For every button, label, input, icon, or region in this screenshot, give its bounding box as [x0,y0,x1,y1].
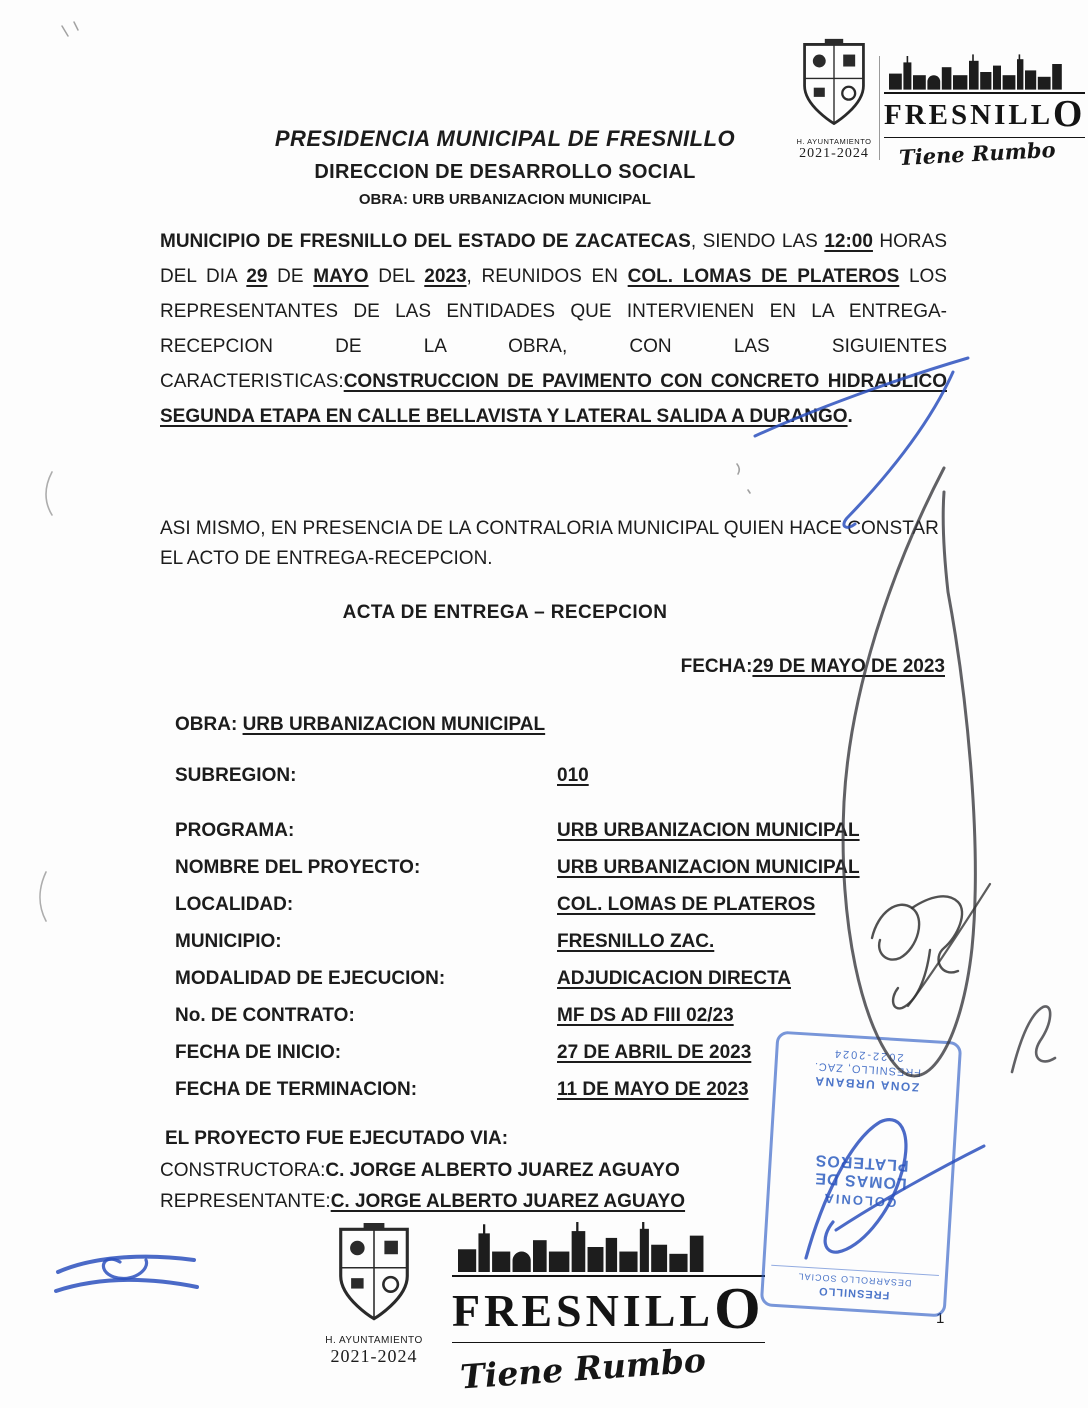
witness-paragraph: ASI MISMO, EN PRESENCIA DE LA CONTRALORIA MUNICIPAL QUIEN HACE CONSTAR EL ACTO DE ENTREGA-RECEPCION. [160,518,939,569]
intro-paragraph [160,224,947,434]
stamp-header [770,1265,939,1304]
field-row [175,1005,955,1027]
stamp-years: 2022-2024 [832,1047,904,1064]
intro-seg: 12:00 [824,231,873,252]
field-label: FECHA DE TERMINACION: [175,1079,418,1100]
skyline-icon [889,54,1065,90]
intro-seg: DE [267,266,314,287]
field-value: 11 DE MAYO DE 2023 [557,1079,749,1100]
crest-caption: H. AYUNTAMIENTO [796,137,872,146]
document-heading [160,126,850,208]
fecha-value: 29 DE MAYO DE 2023 [752,656,945,677]
representante-line [160,1191,685,1213]
intro-seg: DEL [368,266,425,287]
obra-value: URB URBANIZACION MUNICIPAL [242,714,546,735]
field-label: PROGRAMA: [175,820,295,841]
stamp-city: FRESNILLO, ZAC. [813,1059,922,1079]
representante-value: C. JORGE ALBERTO JUAREZ AGUAYO [330,1191,686,1212]
scribble-bottom-left-2 [56,1280,197,1291]
stamp-footer [782,1044,952,1096]
scribble-bottom-left-loop [103,1259,146,1278]
obra-line [175,714,545,736]
fresnillo-logo-bottom [452,1222,765,1397]
crest-icon [792,38,876,130]
intro-seg: MUNICIPIO DE FRESNILLO DEL ESTADO DE ZACATECAS [160,231,691,252]
field-row [175,968,955,990]
stamp-body [775,1148,946,1213]
skyline-icon [458,1222,708,1272]
fecha-line [681,656,945,678]
stamp [760,1031,963,1318]
fresnillo-slogan: Tiene Rumbo [898,136,1056,170]
representante-label: REPRESENTANTE: [160,1191,331,1212]
stamp-colonia: COLONIA [822,1190,897,1211]
field-value: 010 [557,765,589,786]
field-value: URB URBANIZACION MUNICIPAL [557,857,860,878]
constructora-value: C. JORGE ALBERTO JUAREZ AGUAYO [325,1160,680,1181]
executed-heading: EL PROYECTO FUE EJECUTADO VIA: [165,1128,509,1149]
constructora-line [160,1160,680,1182]
field-label: MUNICIPIO: [175,931,282,952]
intro-seg: 2023 [424,266,467,287]
stamp-org: FRESNILLO [817,1284,890,1301]
ayuntamiento-crest-bottom [298,1222,450,1367]
crest-icon [326,1222,422,1326]
stamp-department: DESARROLLO SOCIAL [770,1265,939,1290]
scan-speck-2 [737,464,750,493]
intro-seg: CONSTRUCCION DE PAVIMENTO CON CONCRETO HIDRAULICO SEGUNDA ETAPA EN CALLE BELLAVISTA Y LATERAL SALIDA A DURANGO [160,371,947,427]
stamp-colonia-name: LOMAS DE PLATEROS [813,1151,910,1192]
field-label: FECHA DE INICIO: [175,1042,342,1063]
obra-header: OBRA: URB URBANIZACION MUNICIPAL [358,191,652,208]
intro-seg: 29 [246,266,268,287]
intro-seg: LOS REPRESENTANTES DE LAS ENTIDADES QUE INTERVIENEN EN LA ENTREGA-RECEPCION DE LA OBRA, CON LAS SIGUIENTES CARACTERISTICAS: [160,266,947,392]
acta-title: ACTA DE ENTREGA – RECEPCION [342,602,668,623]
field-row [175,894,955,916]
field-label: LOCALIDAD: [175,894,294,915]
crest-caption: H. AYUNTAMIENTO [325,1335,423,1346]
field-row [175,820,955,842]
field-value: COL. LOMAS DE PLATEROS [557,894,816,915]
margin-mark-1 [46,472,52,515]
intro-seg: , SIENDO LAS [690,231,825,252]
stamp-zone: ZONA URBANA [813,1073,920,1095]
field-row [175,857,955,879]
crest-years: 2021-2024 [330,1346,418,1366]
fresnillo-slogan: Tiene Rumbo [458,1340,708,1397]
logo-divider [879,56,880,160]
fresnillo-wordmark: FRESNILLO [452,1275,765,1341]
field-value: FRESNILLO ZAC. [557,931,715,952]
scan-speck-1 [62,22,78,36]
page-title: PRESIDENCIA MUNICIPAL DE FRESNILLO [274,126,736,151]
intro-seg: MAYO [313,266,369,287]
field-row [175,931,955,953]
intro-seg: . [847,406,853,427]
field-label: No. DE CONTRATO: [175,1005,355,1026]
department-title: DIRECCION DE DESARROLLO SOCIAL [314,161,696,183]
intro-seg: COL. LOMAS DE PLATEROS [627,266,900,287]
margin-mark-2 [40,872,46,921]
page-number: 1 [936,1310,945,1327]
field-row [175,765,955,787]
field-value: ADJUDICACION DIRECTA [557,968,791,989]
crest-years: 2021-2024 [799,146,869,161]
field-value: MF DS AD FIII 02/23 [557,1005,734,1026]
field-label: NOMBRE DEL PROYECTO: [175,857,421,878]
field-label: MODALIDAD DE EJECUCION: [175,968,446,989]
field-value: URB URBANIZACION MUNICIPAL [557,820,860,841]
intro-seg: HORAS DEL DIA [160,231,947,287]
fresnillo-logo-top [884,54,1086,170]
intro-seg: , REUNIDOS EN [466,266,628,287]
scribble-bottom-left-1 [58,1257,194,1272]
constructora-label: CONSTRUCTORA: [160,1160,326,1181]
fresnillo-wordmark: FRESNILLO [884,92,1085,138]
signature-stroke-dark-tail [1012,1006,1055,1072]
obra-label: OBRA: [175,714,243,735]
field-label: SUBREGION: [175,765,297,786]
fecha-label: FECHA: [680,656,753,677]
field-value: 27 DE ABRIL DE 2023 [557,1042,752,1063]
